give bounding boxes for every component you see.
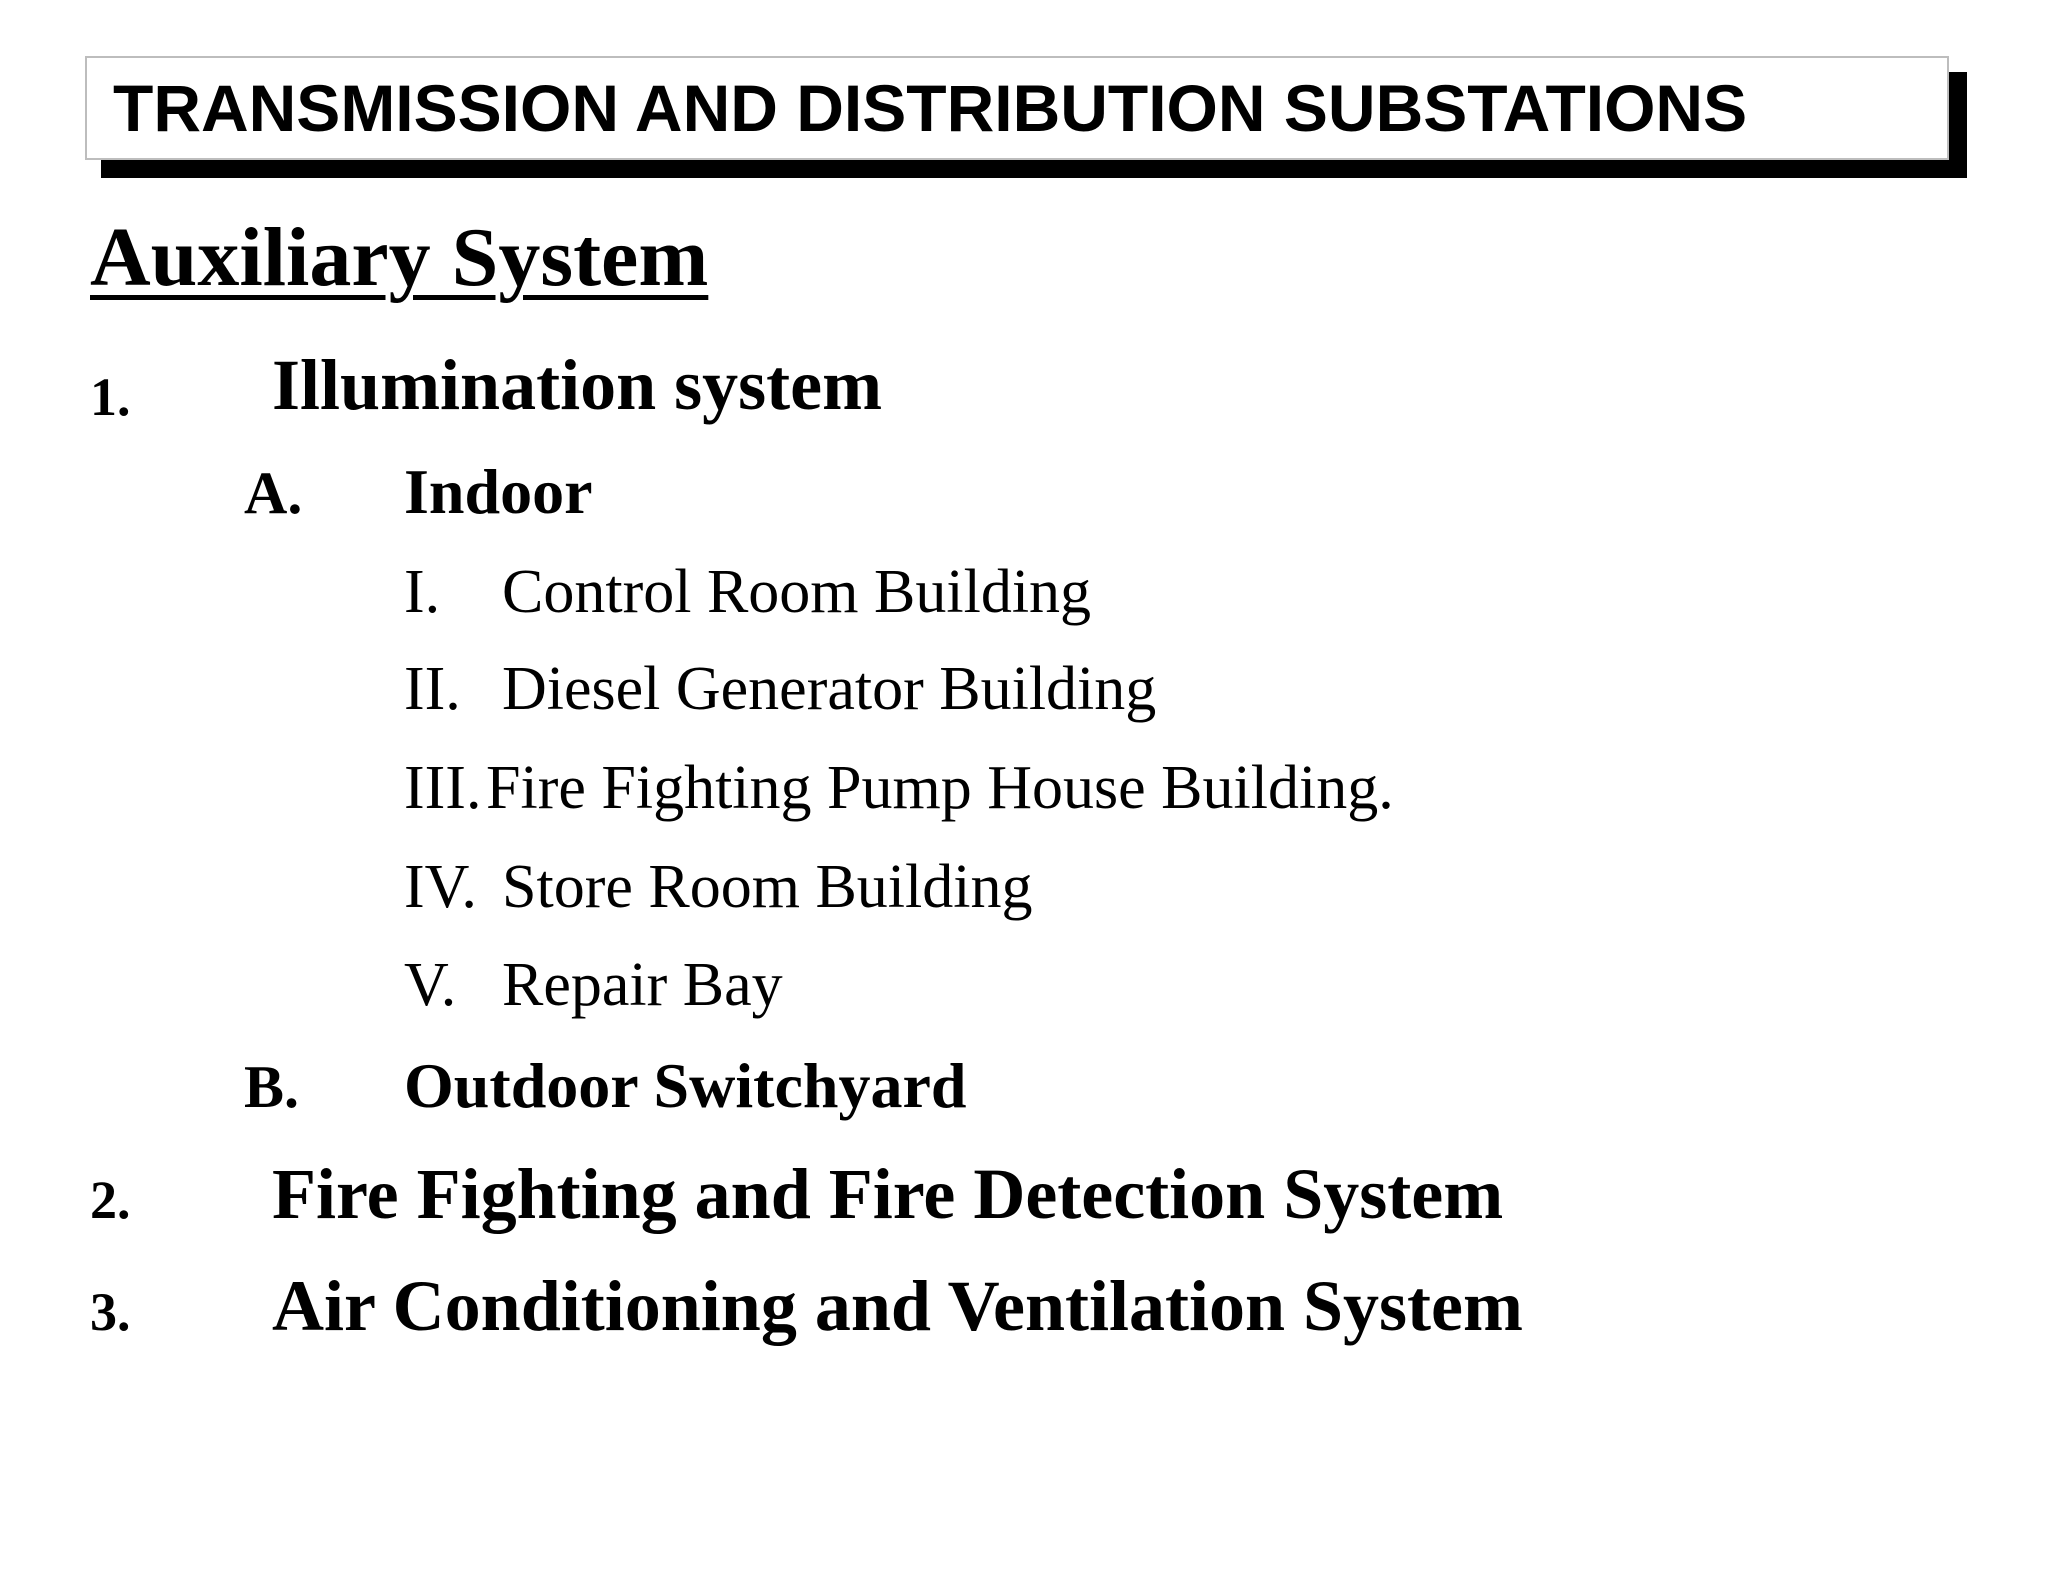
item-1-label: Illumination system bbox=[272, 345, 883, 425]
item-1-number: 1. bbox=[90, 367, 131, 427]
list-item-label: Store Room Building bbox=[502, 853, 1033, 921]
item-2-label: Fire Fighting and Fire Detection System bbox=[272, 1154, 1504, 1234]
item-2-number: 2. bbox=[90, 1170, 131, 1230]
item-3-number: 3. bbox=[90, 1282, 131, 1342]
sub-b-letter: B. bbox=[244, 1054, 300, 1120]
list-item-label: Fire Fighting Pump House Building. bbox=[486, 754, 1394, 822]
sub-a-letter: A. bbox=[244, 460, 303, 526]
banner-title: TRANSMISSION AND DISTRIBUTION SUBSTATIONS bbox=[113, 71, 1748, 145]
sub-a-label: Indoor bbox=[404, 456, 593, 527]
list-item-numeral: II. bbox=[404, 655, 461, 723]
list-item-label: Diesel Generator Building bbox=[502, 655, 1157, 723]
title-banner bbox=[85, 56, 1949, 160]
list-item-numeral: I. bbox=[404, 558, 441, 626]
list-item-label: Control Room Building bbox=[502, 558, 1092, 626]
section-title: Auxiliary System bbox=[90, 211, 709, 304]
list-item-numeral: V. bbox=[404, 951, 457, 1019]
item-3-label: Air Conditioning and Ventilation System bbox=[272, 1266, 1523, 1346]
list-item-label: Repair Bay bbox=[502, 951, 783, 1019]
sub-b-label: Outdoor Switchyard bbox=[404, 1050, 967, 1121]
list-item-numeral: IV. bbox=[404, 853, 477, 921]
list-item-numeral: III. bbox=[404, 754, 482, 822]
